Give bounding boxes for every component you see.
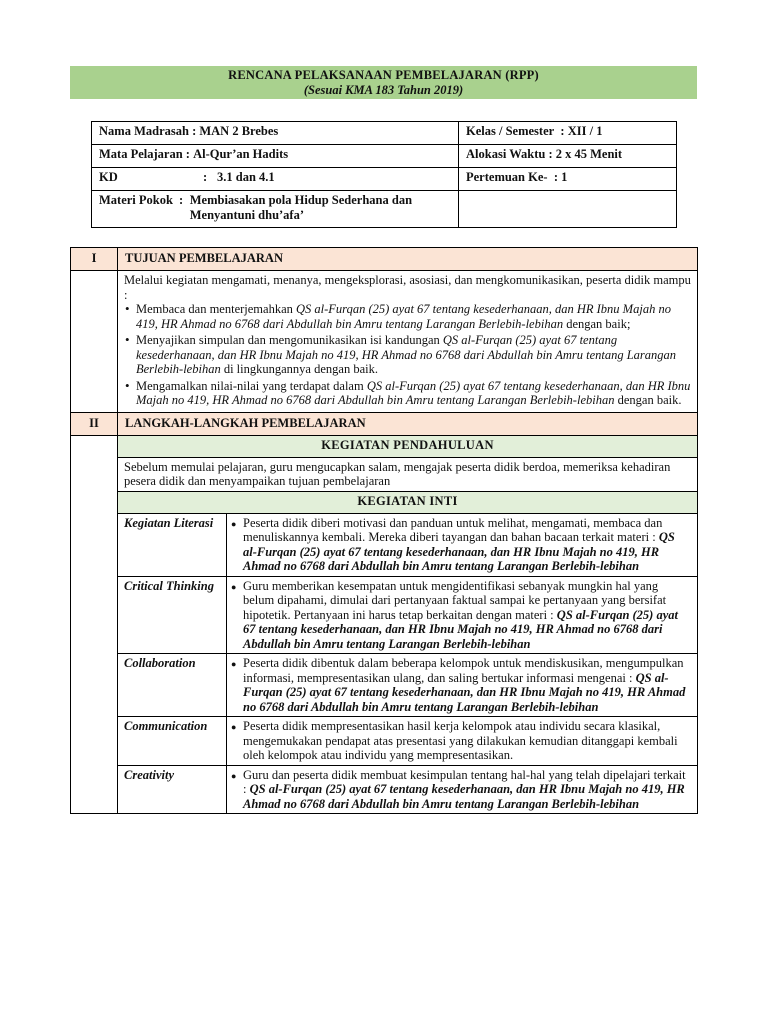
langkah-content (118, 435, 698, 814)
tujuan-item-reference: QS al-Furqan (25) ayat 67 tentang kesederhanaan, dan HR Ibnu Majah no 419, HR Ahmad no 6768 dari Abdullah bin Amru tentang Larangan Berlebih-lebihan (136, 378, 691, 407)
activity-row (118, 513, 697, 576)
activity-description (227, 513, 698, 576)
materi-cell: Materi Pokok : Membiasakan pola Hidup Sederhana dan Menyantuni dhu’afa’ (92, 191, 459, 228)
tujuan-item-suffix: dengan baik; (563, 316, 631, 331)
tujuan-item-suffix: di lingkungannya dengan baik. (220, 362, 378, 376)
pendahuluan-text: Sebelum memulai pelajaran, guru mengucapkan salam, mengajak peserta didik berdoa, memeriksa kehadiran pesera didik dan menyampaikan tujuan pembelajaran (118, 457, 697, 491)
madrasah-label: Nama Madrasah (99, 124, 189, 138)
activity-reference: QS al-Furqan (25) ayat 67 tentang kesederhanaan, dan HR Ibnu Majah no 419, HR Ahmad no 6768 dari Abdullah bin Amru tentang Larangan Berlebih-lebihan (243, 530, 675, 573)
activity-label: Collaboration (118, 654, 227, 717)
bullet-icon: ● (231, 722, 237, 732)
mapel-value: Al-Qur’an Hadits (193, 147, 289, 161)
pertemuan-cell: Pertemuan Ke- : 1 (459, 168, 677, 191)
activity-label: Creativity (118, 765, 227, 813)
alokasi-cell: Alokasi Waktu : 2 x 45 Menit (459, 145, 677, 168)
tujuan-item-suffix: dengan baik. (614, 393, 682, 407)
empty-cell (459, 191, 677, 228)
madrasah-cell: Nama Madrasah : MAN 2 Brebes (92, 122, 459, 145)
section-2-title: LANGKAH-LANGKAH PEMBELAJARAN (118, 412, 698, 435)
tujuan-item-text: Membaca dan menterjemahkan (136, 302, 296, 316)
document-subtitle: (Sesuai KMA 183 Tahun 2019) (303, 83, 464, 97)
section-1-number: I (71, 248, 118, 271)
activity-description (227, 717, 698, 766)
pertemuan-value: 1 (561, 170, 568, 184)
section-2-number: II (71, 412, 118, 435)
mapel-label: Mata Pelajaran (99, 147, 183, 161)
tujuan-item (136, 333, 691, 377)
kelas-value: XII / 1 (567, 124, 603, 138)
materi-label: Materi Pokok (99, 193, 173, 207)
pertemuan-label: Pertemuan Ke- (466, 170, 548, 184)
kelas-label: Kelas / Semester (466, 124, 555, 138)
activity-row (118, 717, 697, 766)
activity-label: Kegiatan Literasi (118, 513, 227, 576)
bullet-icon: ● (231, 518, 237, 529)
activity-text: Peserta didik dibentuk dalam beberapa kelompok untuk mendiskusikan, mengumpulkan informasi, mempresentasikan ulang, dan saling bertukar informasi mengenai : (243, 656, 684, 685)
tujuan-item-reference: QS al-Furqan (25) ayat 67 tentang kesederhanaan, dan HR Ibnu Majah no 419, HR Ahmad no 6768 dari Abdullah bin Amru tentang Larangan Berlebih-lebihan (136, 333, 677, 376)
tujuan-item (136, 302, 691, 331)
activity-reference: QS al-Furqan (25) ayat 67 tentang kesederhanaan, dan HR Ibnu Majah no 419, HR Ahmad no 6768 dari Abdullah bin Amru tentang Larangan Berlebih-lebihan (243, 782, 685, 811)
activity-text: Peserta didik mempresentasikan hasil kerja kelompok atau individu secara klasikal, mengemukakan pendapat atas presentasi yang dilakukan kemudian ditanggapi kembali oleh kelompok atau individu yang mempresentasikan. (243, 719, 678, 762)
activity-row (118, 576, 697, 654)
activity-label: Critical Thinking (118, 576, 227, 654)
kd-cell: KD : 3.1 dan 4.1 (92, 168, 459, 191)
bullet-icon: ● (231, 659, 237, 669)
activity-label: Communication (118, 717, 227, 766)
activity-description (227, 654, 698, 717)
alokasi-value: 2 x 45 Menit (555, 147, 623, 161)
tujuan-item-text: Mengamalkan nilai-nilai yang terdapat dalam (136, 378, 367, 393)
tujuan-item-reference: QS al-Furqan (25) ayat 67 tentang kesederhanaan, dan HR Ibnu Majah no 419, HR Ahmad no 6768 dari Abdullah bin Amru tentang Larangan Berlebih-lebihan (136, 302, 671, 331)
kd-label: KD (99, 170, 118, 184)
activity-text: Peserta didik diberi motivasi dan panduan untuk melihat, mengamati, membaca dan menuliskannya kembali. Mereka diberi tayangan dan bahan bacaan terkait materi : (243, 515, 663, 544)
section-1-title: TUJUAN PEMBELAJARAN (118, 248, 698, 271)
bullet-icon: ● (231, 581, 237, 592)
inti-header: KEGIATAN INTI (118, 491, 697, 513)
activity-row (118, 654, 697, 717)
activity-text: Guru memberikan kesempatan untuk mengidentifikasi sebanyak mungkin hal yang belum dipahami, dimulai dari pertanyaan faktual sampai ke pertanyaan yang bersifat hipotetik. Pertanyaan ini harus tetap berkaitan dengan materi : (243, 578, 667, 622)
title-banner (70, 66, 697, 99)
tujuan-item-text: Menyajikan simpulan dan mengomunikasikan isi kandungan (136, 333, 443, 347)
activity-description (227, 576, 698, 654)
mapel-cell: Mata Pelajaran : Al-Qur’an Hadits (92, 145, 459, 168)
materi-value: Membiasakan pola Hidup Sederhana dan Menyantuni dhu’afa’ (189, 193, 413, 222)
activity-reference: QS al-Furqan (25) ayat 67 tentang kesederhanaan, dan HR Ibnu Majah no 419, HR Ahmad no 6768 dari Abdullah bin Amru tentang Larangan Berlebih-lebihan (243, 607, 678, 651)
document-title: RENCANA PELAKSANAAN PEMBELAJARAN (RPP) (228, 68, 539, 82)
kelas-cell: Kelas / Semester : XII / 1 (459, 122, 677, 145)
activity-reference: QS al-Furqan (25) ayat 67 tentang kesederhanaan, dan HR Ibnu Majah no 419, HR Ahmad no 6768 dari Abdullah bin Amru tentang Larangan Berlebih-lebihan (243, 670, 686, 714)
activities-table (118, 436, 697, 814)
activity-row (118, 765, 697, 813)
alokasi-label: Alokasi Waktu (466, 147, 546, 161)
activity-text: Guru dan peserta didik membuat kesimpulan tentang hal-hal yang telah dipelajari terkait : (243, 767, 686, 796)
activity-description (227, 765, 698, 813)
kd-value: 3.1 dan 4.1 (217, 170, 275, 184)
tujuan-content (118, 271, 698, 413)
main-table (70, 247, 698, 814)
madrasah-value: MAN 2 Brebes (199, 124, 279, 138)
identity-table (91, 121, 677, 228)
pendahuluan-header: KEGIATAN PENDAHULUAN (118, 436, 697, 458)
bullet-icon: ● (231, 770, 237, 781)
tujuan-item (136, 379, 691, 408)
tujuan-list (124, 302, 691, 408)
tujuan-intro: Melalui kegiatan mengamati, menanya, mengeksplorasi, asosiasi, dan mengkomunikasikan, peserta didik mampu : (124, 273, 691, 302)
